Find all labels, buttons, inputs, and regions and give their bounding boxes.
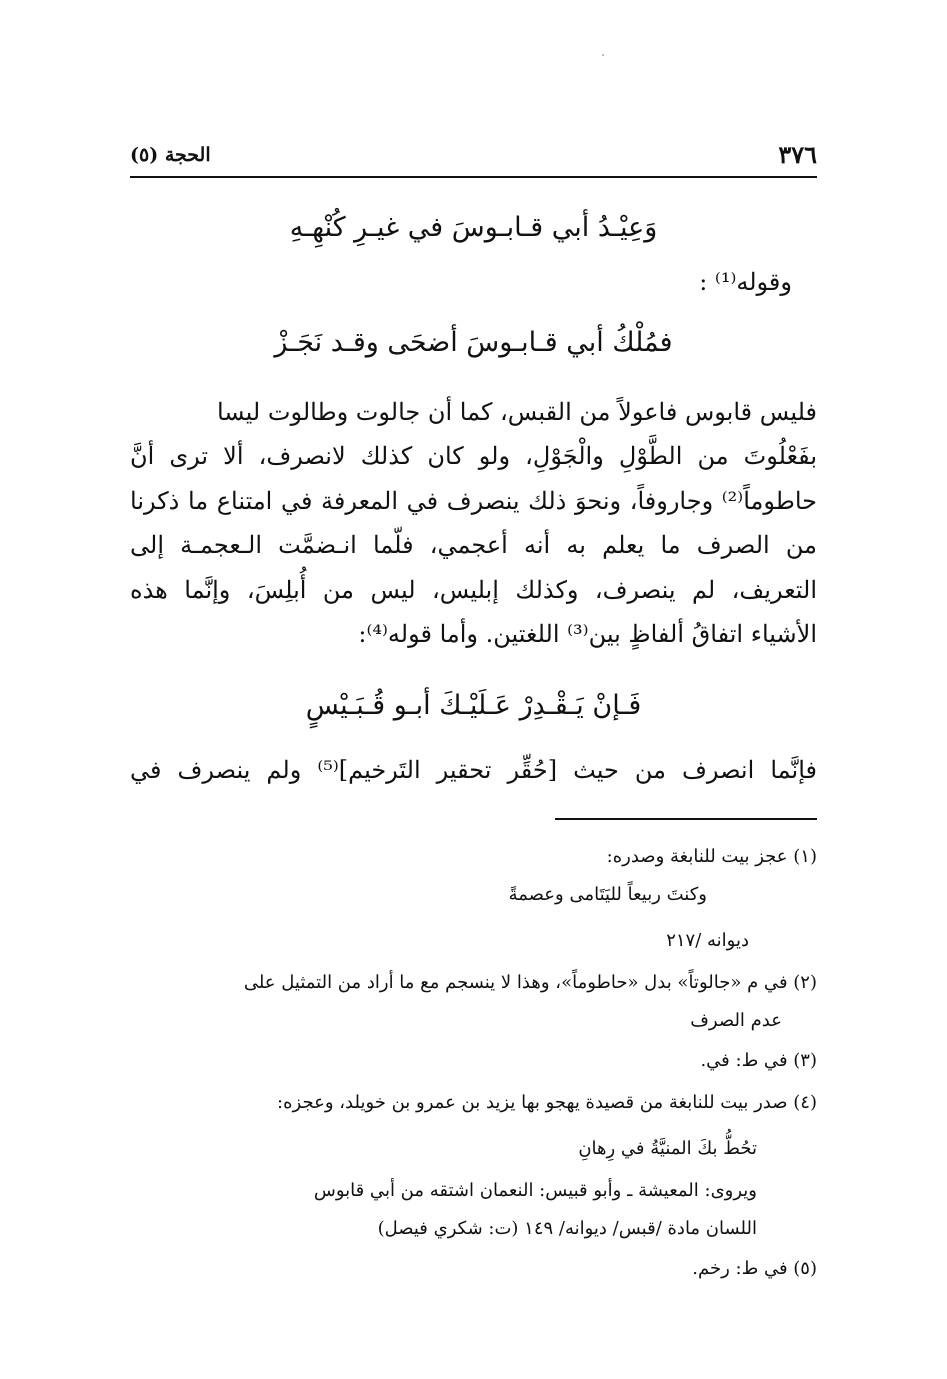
footnote-2-line-2: عدم الصرف <box>690 1010 782 1031</box>
paragraph-line-6: الأشياء اتفاقُ ألفاظٍ بين⁽³⁾ اللغتين. وأما قوله⁽⁴⁾: <box>358 620 817 648</box>
running-title: الحجة (٥) <box>130 144 211 166</box>
footnote-5: (٥) في ط: رخم. <box>692 1258 817 1279</box>
paragraph-line-1: فليس قابوس فاعولاً من القبس، كما أن جالوت وطالوت ليسا <box>216 398 817 426</box>
paragraph-last-line: فإنَّما انصرف من حيث [حُقِّر تحقير التَرخيم]⁽⁵⁾ ولم ينصرف في <box>130 756 817 784</box>
footnote-4-line-1: (٤) صدر بيت للنابغة من قصيدة يهجو بها يزيد بن عمرو بن خويلد، وعجزه: <box>277 1092 817 1113</box>
verse-line-1: وَعِيْـدُ أبي قـابـوسَ في غيـرِ كُنْهِـهِ <box>289 212 658 243</box>
paragraph-line-5: التعريف، لم ينصرف، وكذلك إبليس، ليس من أُبلِسَ، وإنَّما هذه <box>130 576 817 604</box>
page-number: ٣٧٦ <box>778 140 817 169</box>
footnote-4-line-4: اللسان مادة /قبس/ ديوانه/ ١٤٩ (ت: شكري فيصل) <box>377 1218 757 1239</box>
footnote-2-line-1: (٢) في م «جالوتاً» بدل «حاطوماً»، وهذا لا ينسجم مع ما أراد من التمثيل على <box>243 972 817 993</box>
paragraph-line-4: من الصرف ما يعلم به أنه أعجمي، فلّما انـضمَّت الـعجمـة إلى <box>130 531 817 559</box>
page-header <box>130 140 817 180</box>
paragraph-line-3: حاطوماً⁽²⁾ وجاروفاً، ونحوَ ذلك ينصرف في المعرفة في امتناع ما ذكرنا <box>130 487 818 515</box>
footnote-rule <box>555 818 817 820</box>
verse-line-3: فَـإنْ يَـقْـدِرْ عَـلَيْـكَ أبـو قُـبَـيْسٍ <box>305 690 642 721</box>
text-line-qawluh: وقوله⁽¹⁾ : <box>699 268 792 296</box>
paragraph-line-2: بفَعْلُوتَ من الطَّوْلِ والْجَوْلِ، ولو كان كذلك لانصرف، ألا ترى أنَّ <box>130 442 817 470</box>
scan-speck <box>602 54 604 56</box>
header-rule <box>130 176 817 178</box>
verse-line-2: فمُلْكُ أبي قـابـوسَ أضحَى وقـد نَجَـزْ <box>274 327 673 358</box>
footnote-3: (٣) في ط: في. <box>700 1050 817 1071</box>
footnote-1-line-1: (١) عجز بيت للنابغة وصدره: <box>606 846 817 867</box>
footnote-1-source: ديوانه /٢١٧ <box>666 930 749 951</box>
footnote-4-verse: تحُطُّ بكَ المنيَّةُ في رِهانِ <box>578 1138 757 1159</box>
footnote-4-line-3: ويروى: المعيشة ـ وأبو قبيس: النعمان اشتقه من أبي قابوس <box>313 1180 757 1201</box>
footnote-1-verse: وكنتَ ربيعاً لليَتَامى وعصمةً <box>508 884 707 905</box>
